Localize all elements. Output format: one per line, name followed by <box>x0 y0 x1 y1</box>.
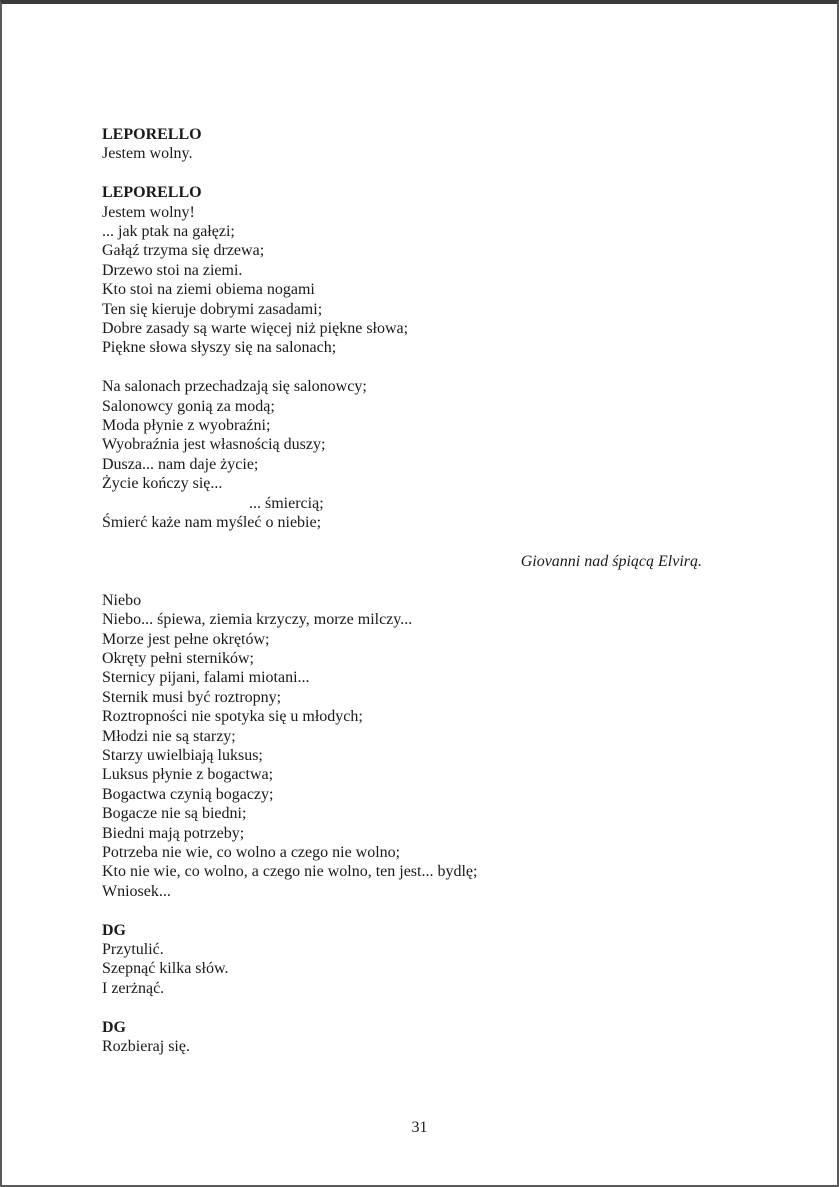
dialogue-line: Rozbieraj się. <box>102 1038 190 1055</box>
blank-line <box>102 164 702 183</box>
page-number: 31 <box>411 1119 428 1136</box>
dialogue-line: Roztropności nie spotyka się u młodych; <box>102 708 363 726</box>
dialogue-line: Przytulić. <box>102 940 164 958</box>
dialogue-line: Piękne słowa słyszy się na salonach; <box>102 339 337 357</box>
dialogue-line: Potrzeba nie wie, co wolno a czego nie wolno; <box>102 843 401 861</box>
dialogue-line: ... jak ptak na gałęzi; <box>102 223 235 241</box>
dialogue-line: Bogacze nie są biedni; <box>102 805 247 823</box>
dialogue-line: Wyobraźnia jest własnością duszy; <box>102 436 326 454</box>
dialogue-line: Wniosek... <box>102 882 171 900</box>
dialogue-line: Niebo... śpiewa, ziemia krzyczy, morze milczy... <box>102 611 413 629</box>
blank-line <box>102 901 702 920</box>
blank-line <box>102 571 702 590</box>
speaker-name: LEPORELLO <box>102 184 202 202</box>
dialogue-line: Gałąź trzyma się drzewa; <box>102 242 265 260</box>
blank-line <box>102 533 702 552</box>
blank-line <box>102 998 702 1017</box>
dialogue-line: Jestem wolny! <box>102 203 195 221</box>
dialogue-line: Kto nie wie, co wolno, a czego nie wolno, ten jest... bydlę; <box>102 863 478 881</box>
stage-direction: Giovanni nad śpiącą Elvirą. <box>520 552 702 570</box>
dialogue-line: Moda płynie z wyobraźni; <box>102 417 271 435</box>
dialogue-line: Okręty pełni sterników; <box>102 649 254 667</box>
dialogue-line: Ten się kieruje dobrymi zasadami; <box>102 300 323 318</box>
dialogue-line: Morze jest pełne okrętów; <box>102 630 270 648</box>
speaker-name: DG <box>102 921 126 939</box>
dialogue-line: Dobre zasady są warte więcej niż piękne słowa; <box>102 320 409 338</box>
dialogue-line: Na salonach przechadzają się salonowcy; <box>102 378 367 396</box>
dialogue-line: Starzy uwielbiają luksus; <box>102 746 263 764</box>
dialogue-line: Młodzi nie są starzy; <box>102 727 236 745</box>
indented-dialogue-line: ... śmiercią; <box>249 494 324 512</box>
dialogue-line: Dusza... nam daje życie; <box>102 455 259 473</box>
dialogue-line: Jestem wolny. <box>102 145 193 163</box>
dialogue-line: Biedni mają potrzeby; <box>102 824 245 842</box>
dialogue-line: Luksus płynie z bogactwa; <box>102 766 274 784</box>
dialogue-line: Śmierć każe nam myśleć o niebie; <box>102 514 322 532</box>
speaker-name: LEPORELLO <box>102 126 202 143</box>
dialogue-line: Życie kończy się... <box>102 475 223 493</box>
dialogue-line: I zerżnąć. <box>102 979 165 997</box>
blank-line <box>102 358 702 377</box>
dialogue-line: Sternik musi być roztropny; <box>102 688 282 706</box>
dialogue-line: Kto stoi na ziemi obiema nogami <box>102 281 315 299</box>
script-text <box>102 125 702 1056</box>
dialogue-line: Bogactwa czynią bogaczy; <box>102 785 274 803</box>
speaker-name: DG <box>102 1018 126 1036</box>
dialogue-line: Sternicy pijani, falami miotani... <box>102 669 310 687</box>
dialogue-line: Szepnąć kilka słów. <box>102 960 229 978</box>
dialogue-line: Salonowcy gonią za modą; <box>102 397 275 415</box>
dialogue-line: Niebo <box>102 591 142 609</box>
dialogue-line: Drzewo stoi na ziemi. <box>102 261 243 279</box>
